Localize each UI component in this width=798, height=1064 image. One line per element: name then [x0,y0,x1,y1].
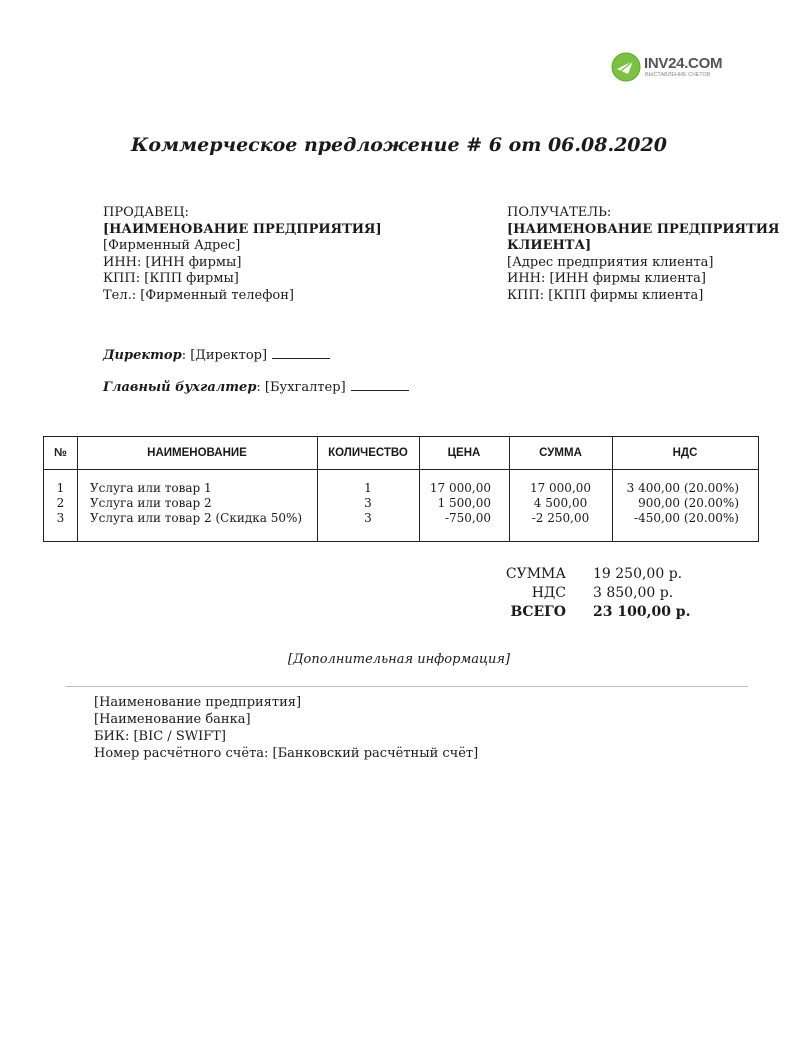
row-quantity: 3 [364,511,372,525]
totals-vat-label: НДС [531,585,566,601]
buyer-address: [Адрес предприятия клиента] [507,254,714,270]
sum-column [509,481,612,526]
totals-sum-label: СУММА [505,566,566,582]
director-label: Директор [103,348,182,363]
name-column [90,481,302,526]
totals-values [593,565,690,622]
header-number: № [54,447,67,459]
director-signature [103,346,330,363]
bank-name: [Наименование банка] [94,712,251,727]
row-sum: 4 500,00 [533,496,588,510]
bank-bic: БИК: [BIC / SWIFT] [94,729,226,744]
row-sum: -2 250,00 [531,511,590,525]
row-vat: -450,00 (20.00%) [634,511,739,525]
accountant-value: : [Бухгалтер] [256,380,346,395]
row-quantity: 1 [364,481,372,495]
header-quantity: КОЛИЧЕСТВО [328,447,408,459]
document-title: Коммерческое предложение # 6 от 06.08.2020 [131,134,667,156]
buyer-name-line1: [НАИМЕНОВАНИЕ ПРЕДПРИЯТИЯ [507,221,780,237]
row-item-name: Услуга или товар 1 [90,481,212,495]
quantity-column [317,481,419,526]
row-vat: 3 400,00 (20.00%) [626,481,739,495]
header-sum: СУММА [539,447,582,459]
director-signature-line [272,346,330,359]
buyer-name-line2: КЛИЕНТА] [507,238,592,253]
header-name: НАИМЕНОВАНИЕ [147,447,247,459]
row-sum: 17 000,00 [529,481,592,495]
buyer-block [507,205,780,304]
buyer-heading: ПОЛУЧАТЕЛЬ: [507,205,612,220]
row-item-name: Услуга или товар 2 [90,496,212,510]
accountant-signature [103,378,409,395]
totals-total-label: ВСЕГО [510,604,566,620]
seller-address: [Фирменный Адрес] [103,238,241,253]
header-price: ЦЕНА [447,447,481,459]
totals-labels [460,565,566,622]
row-vat: 900,00 (20.00%) [638,496,739,510]
accountant-signature-line [351,378,409,391]
row-price: -750,00 [444,511,491,525]
header-vat: НДС [672,447,698,459]
seller-heading: ПРОДАВЕЦ: [103,205,189,220]
inv24-logo [611,50,722,84]
row-number: 2 [56,496,65,510]
divider [66,686,748,687]
row-price: 1 500,00 [437,496,491,510]
row-price: 17 000,00 [429,481,491,495]
buyer-inn: ИНН: [ИНН фирмы клиента] [507,271,706,286]
totals-total-value: 23 100,00 р. [593,604,691,620]
vat-column [612,481,739,526]
buyer-kpp: КПП: [КПП фирмы клиента] [507,287,704,303]
row-number: 3 [56,511,65,525]
totals-vat-value: 3 850,00 р. [593,585,674,601]
bank-account: Номер расчётного счёта: [Банковский расчётный счёт] [94,746,479,761]
director-value: : [Директор] [181,348,268,363]
bank-details [94,694,478,762]
seller-name: [НАИМЕНОВАНИЕ ПРЕДПРИЯТИЯ] [103,221,382,237]
seller-kpp: КПП: [КПП фирмы] [103,271,239,286]
price-column [419,481,491,526]
seller-inn: ИНН: [ИНН фирмы] [103,254,242,270]
row-item-name: Услуга или товар 2 (Скидка 50%) [90,511,303,525]
items-table [43,436,759,542]
logo-tagline: ВЫСТАВЛЕНИЕ СЧЕТОВ [645,71,711,78]
seller-phone: Тел.: [Фирменный телефон] [103,287,294,303]
additional-info: [Дополнительная информация] [287,652,511,667]
bank-company: [Наименование предприятия] [94,695,302,710]
number-column [44,481,77,526]
row-number: 1 [56,481,65,495]
logo-name: INV24.COM [644,54,723,72]
totals-sum-value: 19 250,00 р. [593,566,683,582]
row-quantity: 3 [364,496,372,510]
seller-block [103,205,382,304]
logo-envelope-icon [611,52,641,82]
accountant-label: Главный бухгалтер [103,380,257,395]
